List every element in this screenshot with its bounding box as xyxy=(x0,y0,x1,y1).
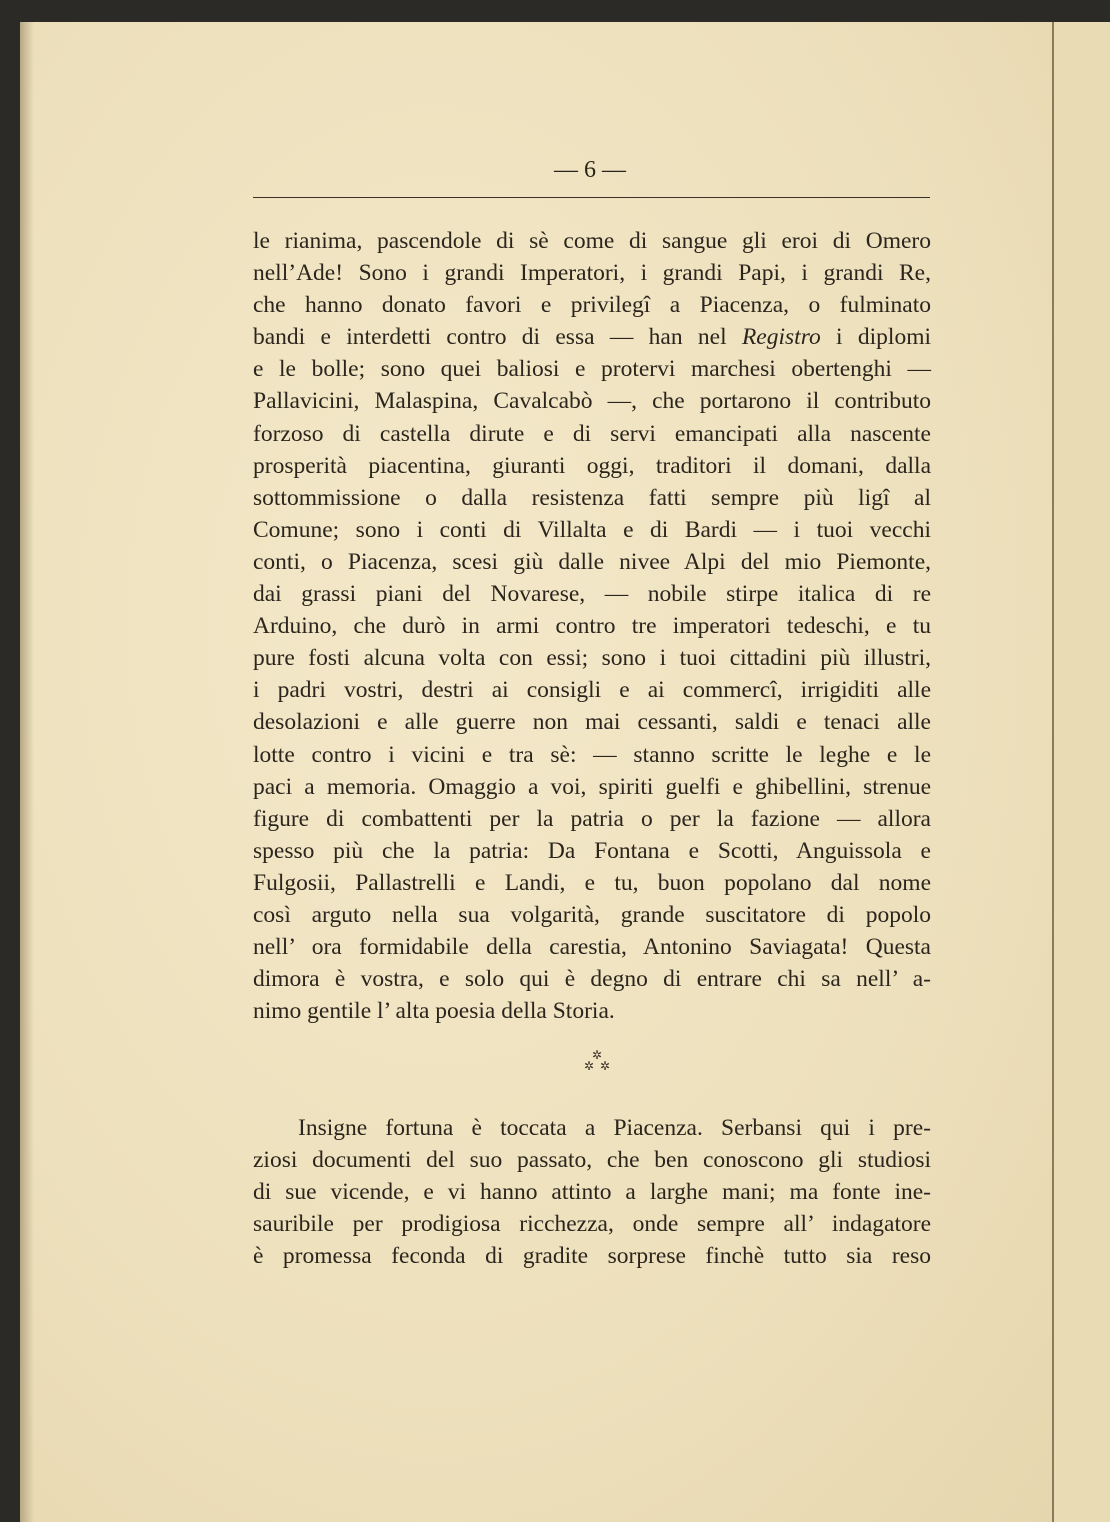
next-page-edge xyxy=(1052,22,1110,1522)
text-line: Arduino, che durò in armi contro tre imperatori tedeschi, e tu xyxy=(253,613,931,640)
text-line: di sue vicende, e vi hanno attinto a larghe mani; ma fonte ine- xyxy=(253,1179,931,1206)
text-line: lotte contro i vicini e tra sè: — stanno scritte le leghe e le xyxy=(253,741,931,768)
page-number: — 6 — xyxy=(554,157,626,183)
paragraph-1 xyxy=(253,225,931,1027)
header-rule xyxy=(253,197,930,198)
text-line: Fulgosii, Pallastrelli e Landi, e tu, buon popolano dal nome xyxy=(253,869,931,896)
text-line: figure di combattenti per la patria o per la fazione — allora xyxy=(253,805,931,832)
text-line xyxy=(253,321,931,353)
text-line: e le bolle; sono quei baliosi e protervi marchesi obertenghi — xyxy=(253,356,931,383)
text-line: pure fosti alcuna volta con essi; sono i tuoi cittadini più illustri, xyxy=(253,645,931,672)
text-line: le rianima, pascendole di sè come di sangue gli eroi di Omero xyxy=(253,228,931,254)
paragraph-2 xyxy=(253,1112,931,1272)
text-line: Pallavicini, Malaspina, Cavalcabò —, che portarono il contributo xyxy=(253,388,931,415)
text-line: dimora è vostra, e solo qui è degno di entrare chi sa nell’ a- xyxy=(253,966,931,993)
text-line: forzoso di castella dirute e di servi emancipati alla nascente xyxy=(253,420,931,447)
text-line: i padri vostri, destri ai consigli e ai commercî, irrigiditi alle xyxy=(253,677,931,704)
text-line: prosperità piacentina, giuranti oggi, traditori il domani, dalla xyxy=(253,452,931,479)
text-line: è promessa feconda di gradite sorprese finchè tutto sia reso xyxy=(253,1243,931,1270)
text-span: i diplomi xyxy=(820,324,932,351)
page-gutter-shadow xyxy=(20,22,34,1522)
text-line: Comune; sono i conti di Villalta e di Bardi — i tuoi vecchi xyxy=(253,516,931,543)
text-line: sottommissione o dalla resistenza fatti sempre più ligî al xyxy=(253,484,931,511)
text-line: dai grassi piani del Novarese, — nobile stirpe italica di re xyxy=(253,581,931,608)
text-line: spesso più che la patria: Da Fontana e Scotti, Anguissola e xyxy=(253,837,931,864)
text-line: nell’Ade! Sono i grandi Imperatori, i grandi Papi, i grandi Re, xyxy=(253,260,931,287)
text-line: sauribile per prodigiosa ricchezza, onde sempre all’ indagatore xyxy=(253,1211,931,1238)
text-line: nimo gentile l’ alta poesia della Storia. xyxy=(253,998,615,1025)
text-line: così arguto nella sua volgarità, grande suscitatore di popolo xyxy=(253,901,931,928)
text-line: desolazioni e alle guerre non mai cessanti, saldi e tenaci alle xyxy=(253,709,931,736)
text-line: conti, o Piacenza, scesi giù dalle nivee Alpi del mio Piemonte, xyxy=(253,548,931,575)
text-line: paci a memoria. Omaggio a voi, spiriti guelfi e ghibellini, strenue xyxy=(253,773,931,800)
text-line: che hanno donato favori e privilegî a Piacenza, o fulminato xyxy=(253,292,931,319)
text-span: bandi e interdetti contro di essa — han nel xyxy=(253,324,742,351)
text-line: Insigne fortuna è toccata a Piacenza. Serbansi qui i pre- xyxy=(298,1115,931,1141)
italic-title: Registro xyxy=(741,324,821,351)
text-line: ziosi documenti del suo passato, che ben conoscono gli studiosi xyxy=(253,1147,931,1174)
section-separator-asterism: ✲ ✲ ✲ xyxy=(583,1048,611,1073)
text-line: nell’ ora formidabile della carestia, Antonino Saviagata! Questa xyxy=(253,934,931,961)
